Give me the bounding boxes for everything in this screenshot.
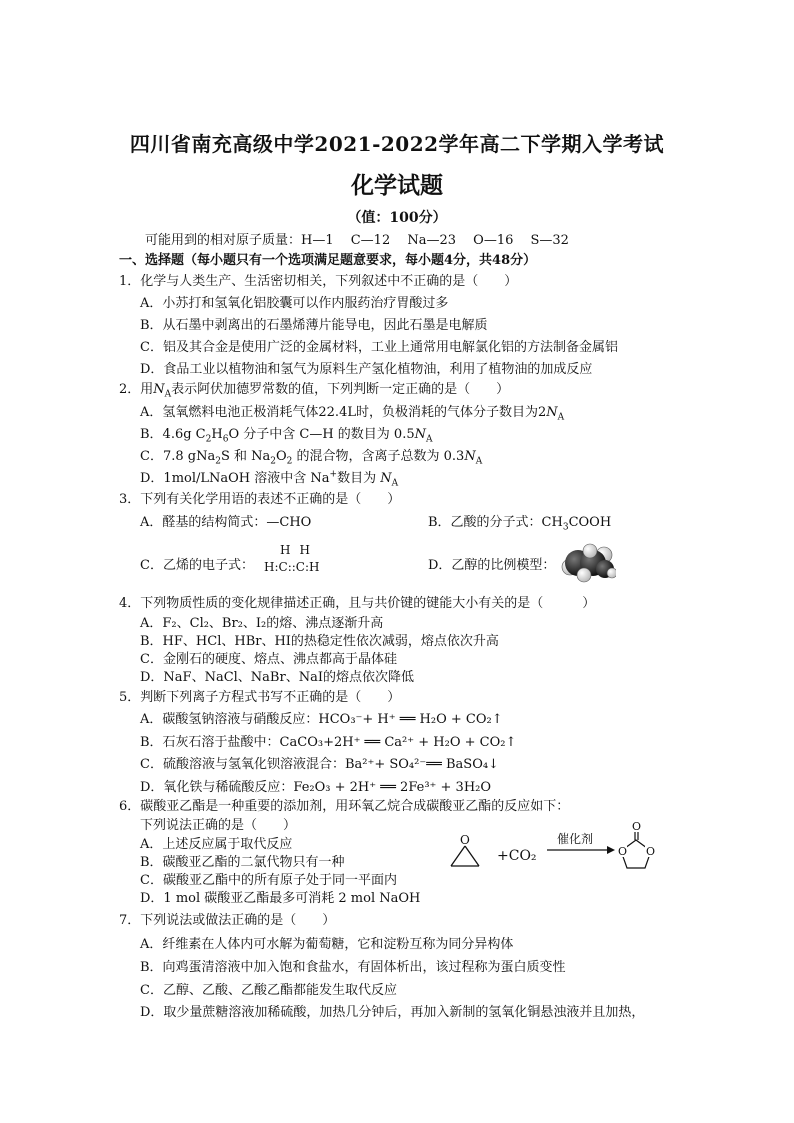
question-7-option-a: A．纤维素在人体内可水解为葡萄糖，它和淀粉互称为同分异构体 — [140, 937, 514, 952]
question-4-option-c: C．金刚石的硬度、熔点、沸点都高于晶体硅 — [140, 652, 397, 667]
question-5-option-d: D．氧化铁与稀硫酸反应：Fe₂O₃ + 2H⁺ ══ 2Fe³⁺ + 3H₂O — [140, 780, 492, 795]
question-3-option-a: A．醛基的结构简式：—CHO — [140, 515, 312, 530]
question-3-option-b: B．乙酸的分子式：$CH_3COOH$ — [428, 515, 612, 533]
ethylene-oxide-icon — [451, 833, 479, 866]
question-1-stem: 1．化学与人类生产、生活密切相关，下列叙述中不正确的是（ ） — [119, 274, 518, 289]
catalyst-label: 催化剂 — [557, 832, 594, 846]
question-6-prompt: 下列说法正确的是（ ） — [140, 818, 297, 833]
svg-text:O: O — [646, 845, 656, 858]
ethanol-space-filling-model-icon — [560, 543, 616, 583]
plus-co2-label: +CO₂ — [497, 848, 537, 864]
question-2-option-b: B．4.6g $C_2H_6O$ 分子中含 C—H 的数目为 $0.5N_A$ — [140, 427, 433, 445]
question-5-option-b: B．石灰石溶于盐酸中：CaCO₃+2H⁺ ══ Ca²⁺ + H₂O + CO₂↑ — [140, 735, 517, 750]
full-score: （值：100分） — [347, 210, 447, 226]
exam-title: 四川省南充高级中学2021-2022学年高二下学期入学考试 — [129, 132, 665, 156]
subject-title: 化学试题 — [351, 172, 443, 199]
question-4-option-d: D．NaF、NaCl、NaBr、NaI的熔点依次降低 — [140, 670, 414, 685]
question-2-option-d: D．1mol/LNaOH 溶液中含 Na+数目为 $N_A$ — [140, 469, 399, 489]
ethene-main-row: H:C::C:H — [264, 560, 320, 574]
question-3-option-c: C．乙烯的电子式： — [140, 558, 254, 573]
question-7-option-b: B．向鸡蛋清溶液中加入饱和食盐水，有固体析出，该过程称为蛋白质变性 — [140, 960, 566, 975]
question-6-option-c: C．碳酸亚乙酯中的所有原子处于同一平面内 — [140, 873, 397, 888]
section-heading: 一、选择题（每小题只有一个选项满足题意要求，每小题4分，共48分） — [119, 253, 537, 268]
svg-text:O: O — [618, 845, 628, 858]
ethene-top-hydrogens: HH — [280, 543, 319, 557]
question-6-stem: 6．碳酸亚乙酯是一种重要的添加剂，用环氧乙烷合成碳酸亚乙酯的反应如下： — [119, 799, 570, 814]
question-3-option-d: D．乙醇的比例模型： — [428, 558, 556, 573]
question-5-stem: 5．判断下列离子方程式书写不正确的是（ ） — [119, 690, 401, 705]
atomic-masses: 可能用到的相对原子质量：H—1 C—12 Na—23 O—16 S—32 — [145, 233, 569, 248]
question-6-option-b: B．碳酸亚乙酯的二氯代物只有一种 — [140, 855, 345, 870]
question-2-option-a: A．氢氧燃料电池正极消耗气体22.4L时，负极消耗的气体分子数目为$2N_A$ — [140, 405, 565, 423]
question-4-option-a: A．F₂、Cl₂、Br₂、I₂的熔、沸点逐渐升高 — [140, 616, 384, 631]
question-2-stem: 2．用$N_A$表示阿伏加德罗常数的值，下列判断一定正确的是（ ） — [119, 382, 510, 400]
question-4-option-b: B．HF、HCl、HBr、HI的热稳定性依次减弱，熔点依次升高 — [140, 634, 499, 649]
svg-text:O: O — [460, 833, 470, 847]
svg-text:O: O — [632, 820, 642, 833]
question-1-option-a: A．小苏打和氢氧化铝胶囊可以作内服药治疗胃酸过多 — [140, 296, 449, 311]
question-6-option-a: A．上述反应属于取代反应 — [140, 837, 293, 852]
question-1-option-d: D．食品工业以植物油和氢气为原料生产氢化植物油，利用了植物油的加成反应 — [140, 362, 593, 377]
ethylene-carbonate-reaction-diagram — [445, 818, 675, 882]
question-4-stem: 4．下列物质性质的变化规律描述正确，且与共价键的键能大小有关的是（ ） — [119, 596, 596, 611]
question-7-stem: 7．下列说法或做法正确的是（ ） — [119, 913, 336, 928]
question-5-option-a: A．碳酸氢钠溶液与硝酸反应：HCO₃⁻+ H⁺ ══ H₂O + CO₂↑ — [140, 712, 503, 727]
ethene-electron-formula — [262, 543, 324, 579]
question-3-stem: 3．下列有关化学用语的表述不正确的是（ ） — [119, 492, 401, 507]
question-6-option-d: D．1 mol 碳酸亚乙酯最多可消耗 2 mol NaOH — [140, 891, 421, 906]
question-7-option-c: C．乙醇、乙酸、乙酸乙酯都能发生取代反应 — [140, 983, 397, 998]
question-7-option-d: D．取少量蔗糖溶液加稀硫酸，加热几分钟后，再加入新制的氢氧化铜悬浊液并且加热， — [140, 1005, 645, 1020]
ethylene-carbonate-icon — [617, 820, 655, 868]
reaction-arrow-icon — [547, 846, 615, 854]
question-1-option-c: C．铝及其合金是使用广泛的金属材料，工业上通常用电解氯化铝的方法制备金属铝 — [140, 340, 618, 355]
question-2-option-c: C．7.8 gNa$_2$S 和 $Na_2O_2$ 的混合物，含离子总数为 $0.3N_A$ — [140, 449, 483, 467]
question-5-option-c: C．硫酸溶液与氢氧化钡溶液混合：Ba²⁺+ SO₄²⁻══ BaSO₄↓ — [140, 757, 499, 772]
question-1-option-b: B．从石墨中剥离出的石墨烯薄片能导电，因此石墨是电解质 — [140, 318, 488, 333]
